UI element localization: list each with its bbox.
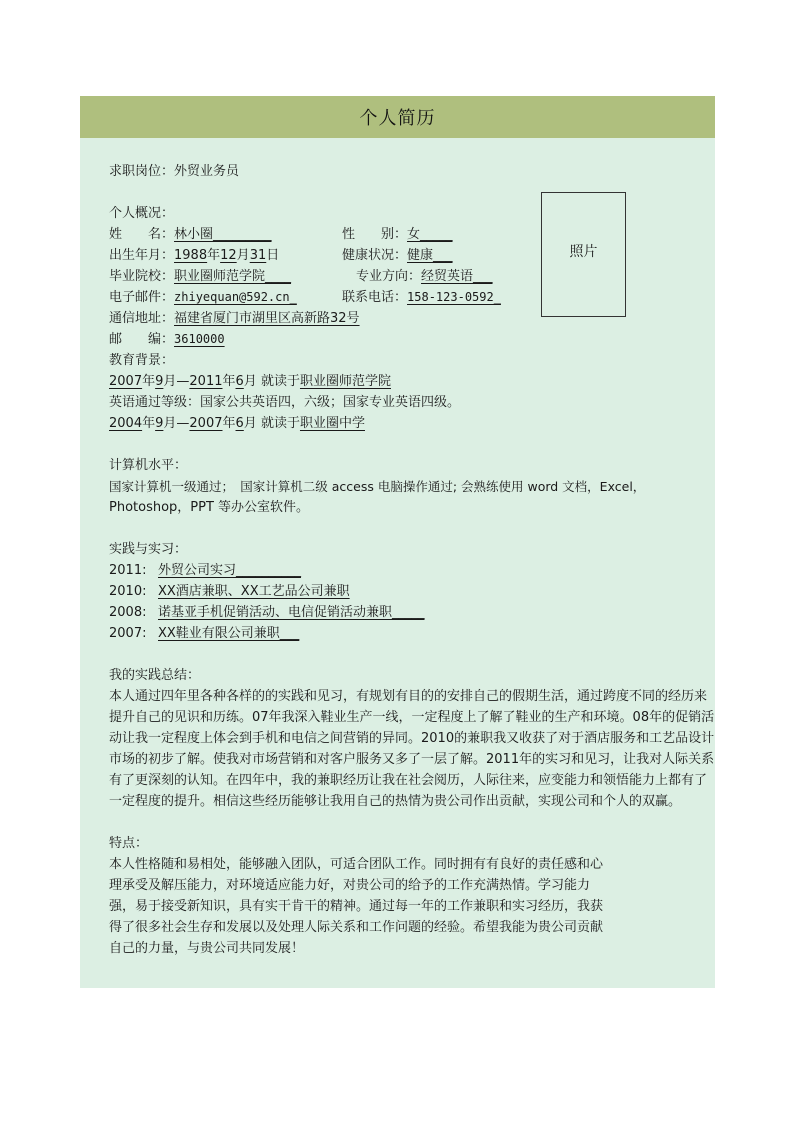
gender-value: 女_____ bbox=[407, 227, 453, 242]
birth-month: 12 bbox=[220, 248, 237, 263]
zip-label: 邮 编： bbox=[109, 332, 175, 347]
address-label: 通信地址： bbox=[109, 311, 175, 326]
health-label: 健康状况： bbox=[342, 248, 408, 263]
major-label: 专业方向： bbox=[356, 269, 422, 284]
practice-item: 2011: 外贸公司实习__________ bbox=[109, 563, 302, 578]
profile-row-name bbox=[109, 224, 715, 245]
practice-item: 2008: 诺基亚手机促销活动、电信促销活动兼职_____ bbox=[109, 605, 425, 620]
major-value: 经贸英语___ bbox=[421, 269, 493, 284]
education-item: 2007年9月—2011年6月 就读于职业圈师范学院 bbox=[109, 374, 391, 389]
name-value: 林小圈_________ bbox=[174, 227, 272, 242]
resume-title: 个人简历 bbox=[359, 108, 436, 129]
summary-text: 本人通过四年里各种各样的的实践和见习，有规划有目的的安排自己的假期生活，通过跨度不同的经历来提升自己的见识和历练。07年我深入鞋业生产一线，一定程度上了解了鞋业的生产和环境。08年的促销活动让我一定程度上体会到手机和电信之间营销的异同。2010的兼职我又收获了对于酒店服务和工艺品设计市场的初步了解。使我对市场营销和对客户服务又多了一层了解。2011年的实习和见习，让我对人际关系有了更深刻的认知。在四年中，我的兼职经历让我在社会阅历，人际往来，应变能力和领悟能力上都有了一定程度的提升。相信这些经历能够让我用自己的热情为贵公司作出贡献，实现公司和个人的双赢。 bbox=[109, 689, 715, 809]
profile-row-email bbox=[109, 287, 715, 308]
education-school: 职业圈师范学院 bbox=[299, 374, 391, 389]
job-target bbox=[109, 161, 715, 182]
practice-heading: 实践与实习： bbox=[109, 542, 188, 557]
practice-item: 2010: XX酒店兼职、XX工艺品公司兼职 bbox=[109, 584, 350, 599]
education-school: 职业圈中学 bbox=[299, 416, 365, 431]
traits-heading: 特点： bbox=[109, 836, 149, 851]
practice-item: 2007: XX鞋业有限公司兼职___ bbox=[109, 626, 300, 641]
address-value: 福建省厦门市湖里区高新路32号 bbox=[174, 311, 360, 326]
phone-value: 158-123-0592_ bbox=[407, 290, 501, 304]
gender-label: 性 别： bbox=[342, 227, 408, 242]
school-label: 毕业院校： bbox=[109, 269, 175, 284]
photo-label: 照片 bbox=[569, 244, 598, 260]
education-heading: 教育背景： bbox=[109, 353, 175, 368]
computer-line: 国家计算机一级通过； 国家计算机二级 access 电脑操作通过; 会熟练使用 word 文档，Excel， bbox=[109, 479, 646, 494]
phone-label: 联系电话： bbox=[342, 290, 408, 305]
job-label: 求职岗位： bbox=[109, 164, 175, 179]
profile-row-address bbox=[109, 308, 715, 329]
resume-content bbox=[109, 161, 715, 959]
birth-day: 31 bbox=[249, 248, 267, 263]
zip-value: 3610000 bbox=[174, 332, 225, 346]
name-label: 姓 名： bbox=[109, 227, 175, 242]
profile-row-birth: 出生年月：1988年12月31日 健康状况：健康___ bbox=[109, 248, 453, 263]
birth-label: 出生年月： bbox=[109, 248, 175, 263]
job-value: 外贸业务员 bbox=[174, 164, 240, 179]
traits-text: 本人性格随和易相处，能够融入团队，可适合团队工作。同时拥有有良好的责任感和心理承受及解压能力，对环境适应能力好，对贵公司的给予的工作充满热情。学习能力强，易于接受新知识，具有实干肯干的精神。通过每一年的工作兼职和实习经历，我获得了很多社会生存和发展以及处理人际关系和工作问题的经验。希望我能为贵公司贡献自己的力量，与贵公司共同发展！ bbox=[109, 857, 604, 956]
education-item: 2004年9月—2007年6月 就读于职业圈中学 bbox=[109, 416, 365, 431]
title-bar bbox=[80, 96, 715, 138]
email-value: zhiyequan@592.cn_ bbox=[174, 290, 297, 304]
english-level: 英语通过等级：国家公共英语四，六级；国家专业英语四级。 bbox=[109, 395, 461, 410]
birth-year: 1988 bbox=[174, 248, 208, 263]
summary-heading: 我的实践总结： bbox=[109, 668, 201, 683]
health-value: 健康___ bbox=[407, 248, 453, 263]
profile-row-school bbox=[109, 266, 715, 287]
computer-heading: 计算机水平： bbox=[109, 458, 188, 473]
profile-heading: 个人概况： bbox=[109, 206, 175, 221]
profile-row-zip bbox=[109, 329, 715, 350]
email-label: 电子邮件： bbox=[109, 290, 175, 305]
school-value: 职业圈师范学院____ bbox=[174, 269, 292, 284]
computer-line: Photoshop，PPT 等办公室软件。 bbox=[109, 500, 310, 515]
resume-sheet bbox=[80, 96, 715, 988]
